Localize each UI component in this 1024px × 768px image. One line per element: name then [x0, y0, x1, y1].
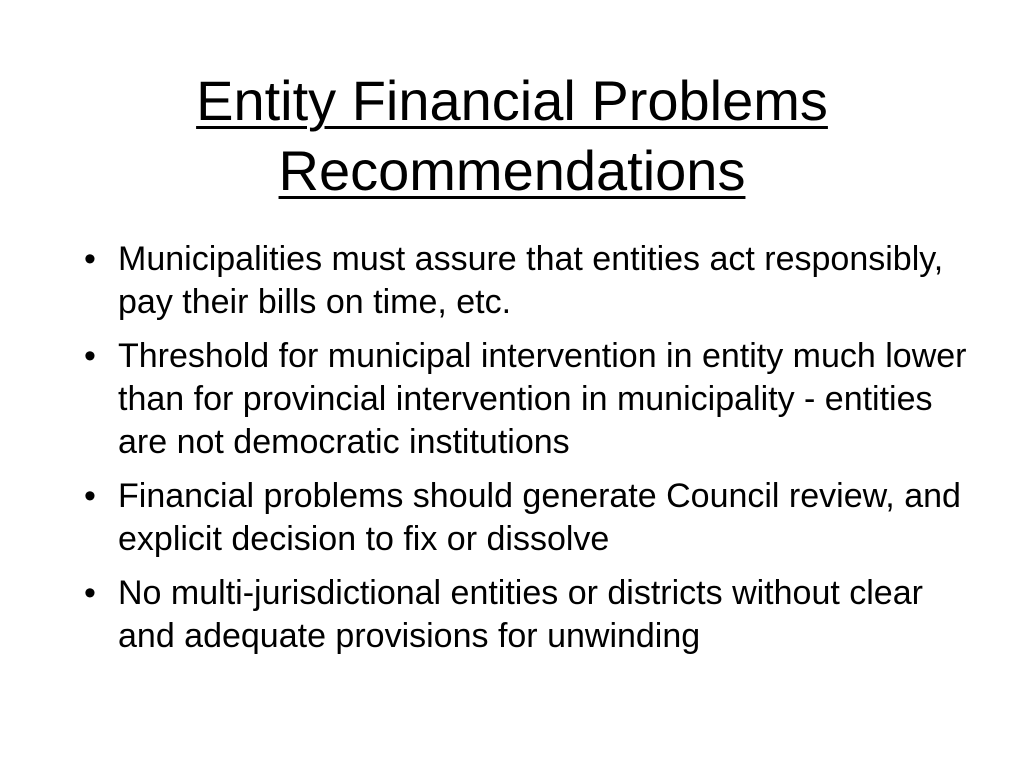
bullet-item [78, 572, 978, 658]
bullet-text: Threshold for municipal intervention in entity much lower than for provincial intervention in municipality - entities are not democratic institutions [118, 337, 967, 461]
bullet-item [78, 475, 978, 561]
bullet-icon: • [84, 574, 96, 612]
bullet-icon: • [84, 477, 96, 515]
bullet-icon: • [84, 240, 96, 278]
bullet-item [78, 238, 978, 324]
title-line-1: Entity Financial Problems [196, 69, 828, 132]
bullet-icon: • [84, 337, 96, 375]
title-line-2: Recommendations [278, 139, 746, 202]
slide-title [0, 66, 1024, 206]
bullet-text: Municipalities must assure that entities act responsibly, pay their bills on time, etc. [118, 240, 944, 321]
bullet-text: Financial problems should generate Council review, and explicit decision to fix or dissolve [118, 477, 961, 558]
bullet-text: No multi-jurisdictional entities or districts without clear and adequate provisions for unwinding [118, 574, 923, 655]
bullet-item [78, 335, 978, 464]
bullet-list [78, 238, 978, 669]
